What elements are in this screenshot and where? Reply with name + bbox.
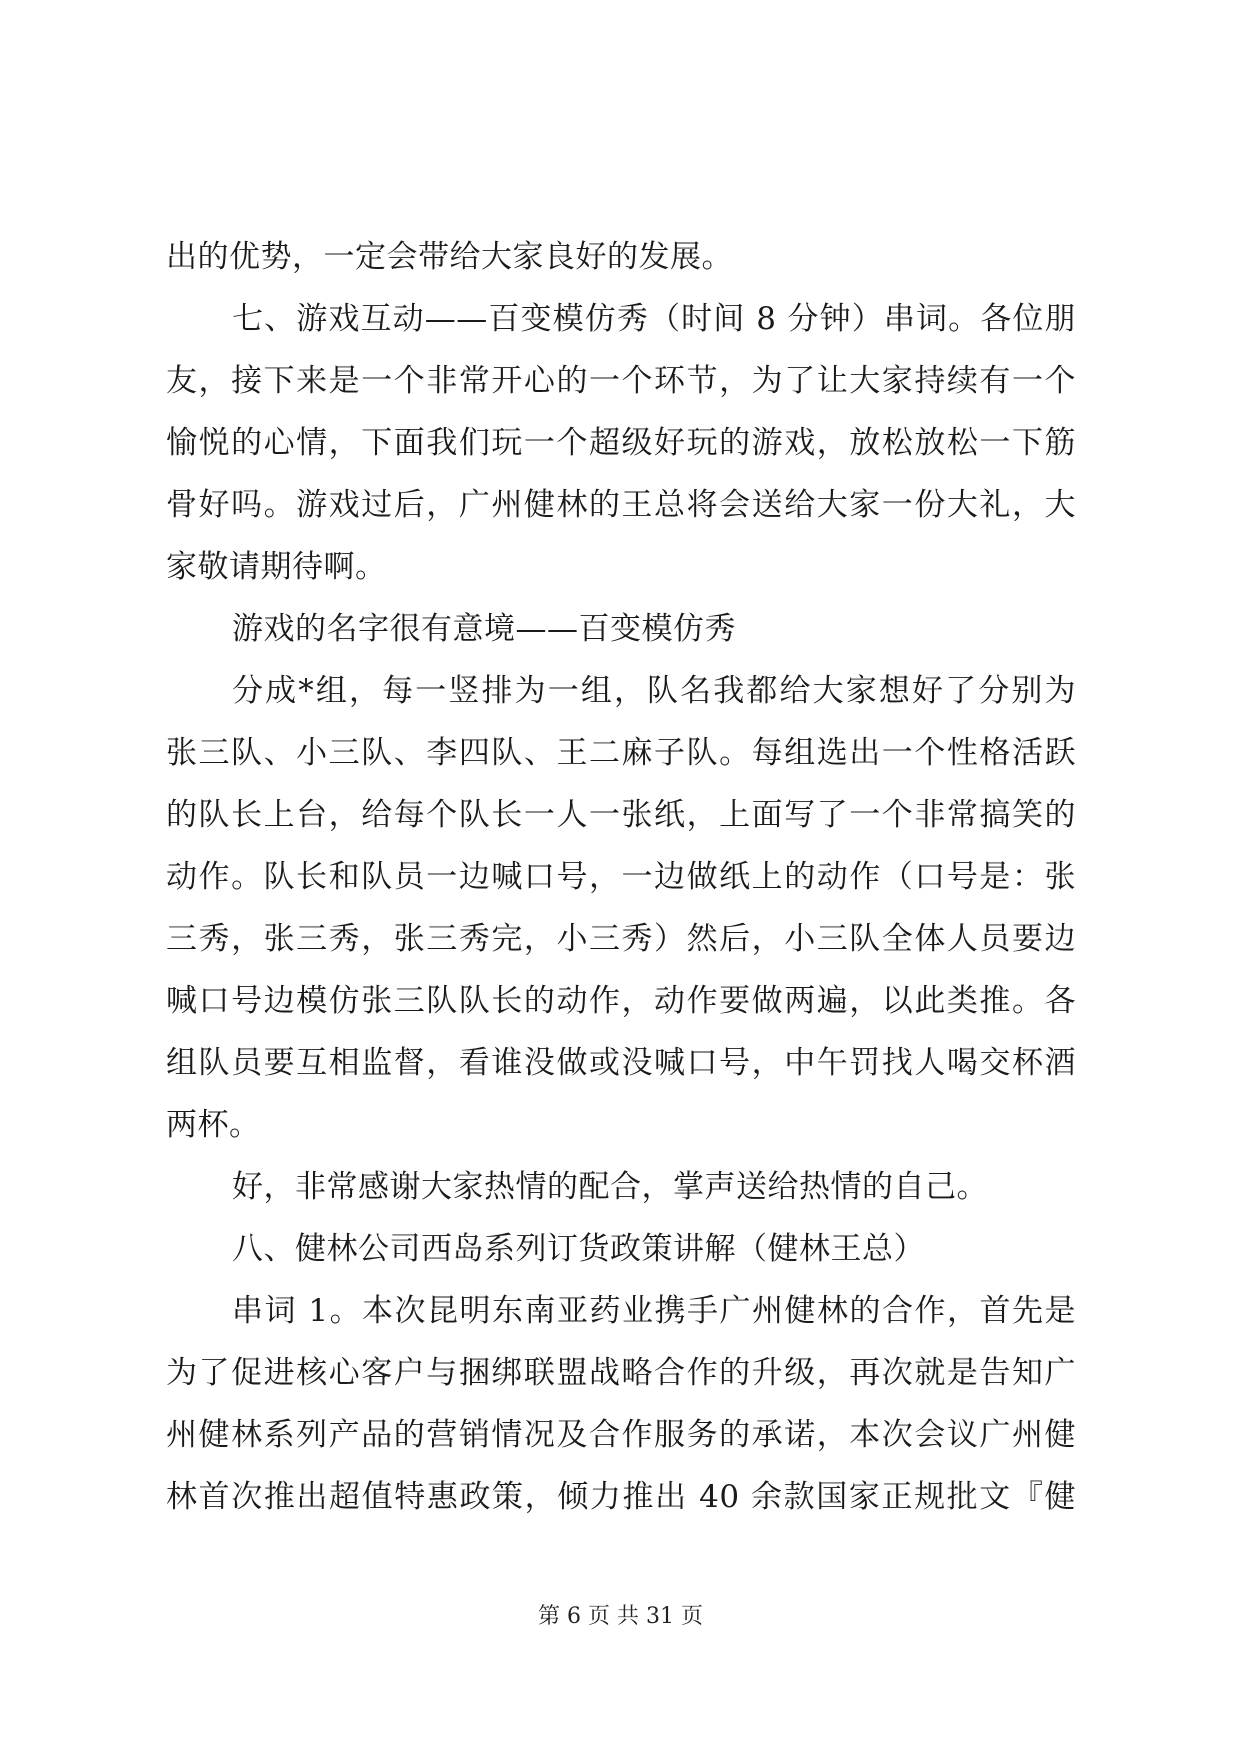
text-line: 愉悦的心情，下面我们玩一个超级好玩的游戏，放松放松一下筋	[166, 425, 1076, 461]
text-line: 两杯。	[166, 1107, 261, 1143]
text-line: 组队员要互相监督，看谁没做或没喊口号，中午罚找人喝交杯酒	[166, 1045, 1076, 1081]
document-body	[166, 226, 1076, 1528]
text-line: 骨好吗。游戏过后，广州健林的王总将会送给大家一份大礼，大	[166, 487, 1076, 523]
text-line: 三秀，张三秀，张三秀完，小三秀）然后，小三队全体人员要边	[166, 921, 1076, 957]
page-number-footer: 第 6 页 共 31 页	[538, 1604, 703, 1629]
text-line: 游戏的名字很有意境——百变模仿秀	[232, 611, 736, 647]
text-line: 动作。队长和队员一边喊口号，一边做纸上的动作（口号是：张	[166, 859, 1076, 895]
text-line: 八、健林公司西岛系列订货政策讲解（健林王总）	[232, 1231, 925, 1267]
text-line: 州健林系列产品的营销情况及合作服务的承诺，本次会议广州健	[166, 1417, 1076, 1453]
text-line: 分成*组，每一竖排为一组，队名我都给大家想好了分别为	[232, 673, 1076, 709]
text-line: 张三队、小三队、李四队、王二麻子队。每组选出一个性格活跃	[166, 735, 1076, 771]
text-line: 家敬请期待啊。	[166, 549, 387, 585]
text-line: 七、游戏互动——百变模仿秀（时间 8 分钟）串词。各位朋	[232, 301, 1076, 337]
text-line: 串词 1。本次昆明东南亚药业携手广州健林的合作，首先是	[232, 1293, 1076, 1329]
text-line: 友，接下来是一个非常开心的一个环节，为了让大家持续有一个	[166, 363, 1076, 399]
text-line: 的队长上台，给每个队长一人一张纸，上面写了一个非常搞笑的	[166, 797, 1076, 833]
text-line: 喊口号边模仿张三队队长的动作，动作要做两遍，以此类推。各	[166, 983, 1076, 1019]
text-line: 为了促进核心客户与捆绑联盟战略合作的升级，再次就是告知广	[166, 1355, 1076, 1391]
text-line: 林首次推出超值特惠政策，倾力推出 40 余款国家正规批文『健	[166, 1479, 1076, 1515]
text-line: 好，非常感谢大家热情的配合，掌声送给热情的自己。	[232, 1169, 988, 1205]
text-line: 出的优势，一定会带给大家良好的发展。	[166, 239, 733, 275]
